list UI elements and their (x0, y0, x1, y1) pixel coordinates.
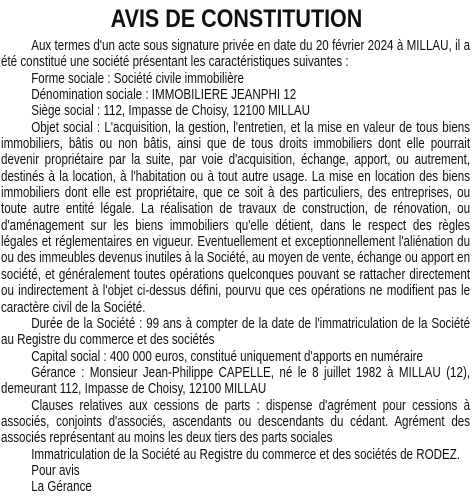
capital-line: Capital social : 400 000 euros, constitué uniquement d'apports en numéraire (31, 348, 423, 365)
signature-line: La Gérance (31, 479, 92, 496)
gerance-paragraph: Gérance : Monsieur Jean-Philippe CAPELLE, né le 8 juillet 1982 à MILLAU (12), demeurant 112, Impasse de Choisy, 12100 MILLAU (1, 364, 471, 398)
clauses-paragraph: Clauses relatives aux cessions de parts : dispense d'agrément pour cessions à associés, conjoints d'associés, ascendants ou descendants du cédant. Agrément des associés représentant au moins les deux tiers des parts sociales (1, 397, 471, 447)
intro-paragraph: Aux termes d'un acte sous signature privée en date du 20 février 2024 à MILLAU, il a été constitué une société présentant les caractéristiques suivantes : (1, 38, 471, 71)
pour-avis-line: Pour avis (31, 462, 80, 479)
siege-social-line: Siège social : 112, Impasse de Choisy, 12100 MILLAU (31, 103, 311, 120)
denomination-line: Dénomination sociale : IMMOBILIERE JEANPHI 12 (31, 87, 297, 104)
immatriculation-line: Immatriculation de la Société au Registre du commerce et des sociétés de RODEZ. (31, 446, 461, 463)
notice-body (1, 38, 470, 496)
objet-social-paragraph: Objet social : L'acquisition, la gestion, l'entretien, et la mise en valeur de tous biens immobiliers, bâtis ou non bâtis, ainsi que de tous droits immobiliers dont elle pourrait devenir propriétaire par la suite, par voie d'acquisition, échange, apport, ou autrement, destinés à la location, à l'habitation ou à tout autre usage. La mise en location des biens immobiliers dont elle est propriétaire, que ce soit à des particuliers, des entreprises, ou toute autre entité légale. La réalisation de travaux de construction, de rénovation, ou d'aménagement sur les biens immobiliers qu'elle détient, dans le respect des règles légales et réglementaires en vigueur. Eventuellement et exceptionnellement l'aliénation du ou des immeubles devenus inutiles à la Société, au moyen de vente, échange ou apport en société, et généralement toutes opérations quelconques pouvant se rattacher directement ou indirectement à l'objet ci-dessus défini, pourvu que ces opérations ne modifient pas le caractère civil de la Société. (1, 119, 471, 316)
duree-paragraph: Durée de la Société : 99 ans à compter de la date de l'immatriculation de la Société au Registre du commerce et des sociétés (1, 315, 471, 349)
notice-title: AVIS DE CONSTITUTION (110, 5, 363, 33)
forme-sociale-line: Forme sociale : Société civile immobilière (31, 70, 244, 87)
